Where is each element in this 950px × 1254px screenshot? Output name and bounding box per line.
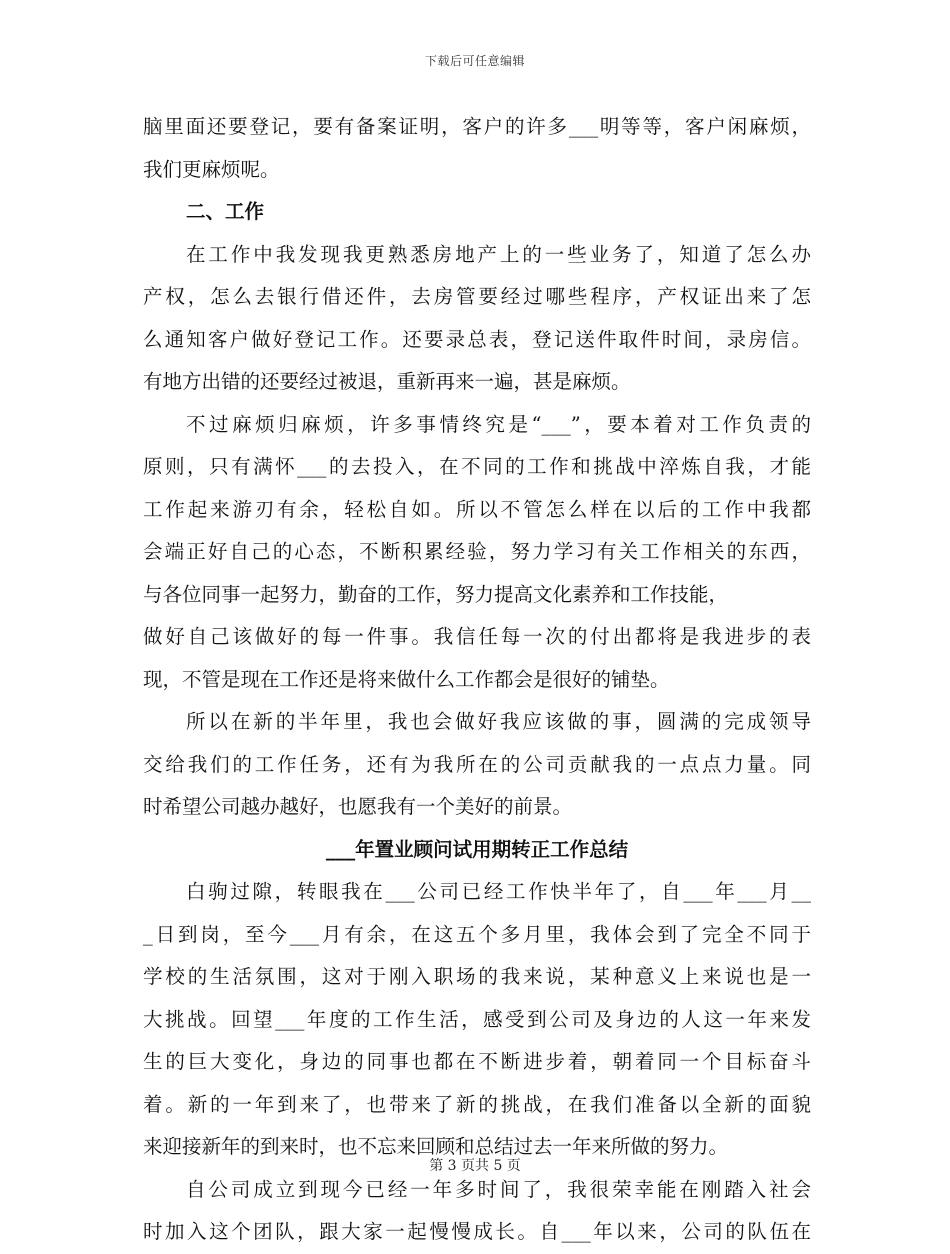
section-heading: 二、工作 xyxy=(186,200,265,223)
paragraph-line: 在工作中我发现我更熟悉房地产上的一些业务了，知道了怎么办 xyxy=(186,242,811,266)
page-number-footer: 第 3 页共 5 页 xyxy=(429,1158,521,1174)
paragraph-line: 大挑战。回望___年度的工作生活，感受到公司及身边的人这一年来发 xyxy=(143,1007,811,1031)
paragraph-line: 现，不管是现在工作还是将来做什么工作都会是很好的铺垫。 xyxy=(143,667,670,691)
paragraph-line: 来迎接新年的到来时，也不忘来回顾和总结过去一年来所做的努力。 xyxy=(143,1135,729,1158)
paragraph-line: 我们更麻烦呢。 xyxy=(143,157,280,181)
paragraph-line: 白驹过隙，转眼我在___公司已经工作快半年了，自___年___月__ xyxy=(186,880,811,903)
paragraph-line: 着。新的一年到来了，也带来了新的挑战，在我们准备以全新的面貌 xyxy=(143,1092,811,1116)
paragraph-line: 脑里面还要登记，要有备案证明，客户的许多___明等等，客户闲麻烦， xyxy=(143,115,811,138)
paragraph-line: 原则，只有满怀___的去投入，在不同的工作和挑战中淬炼自我，才能 xyxy=(143,455,811,478)
document-body xyxy=(143,106,811,1254)
paragraph-line: 产权，怎么去银行借还件，去房管要经过哪些程序，产权证出来了怎 xyxy=(143,285,811,308)
paragraph-line: 时希望公司越办越好，也愿我有一个美好的前景。 xyxy=(143,795,573,818)
paragraph-line: 工作起来游刃有余，轻松自如。所以不管怎么样在以后的工作中我都 xyxy=(143,497,811,521)
paragraph-line: 生的巨大变化，身边的同事也都在不断进步着，朝着同一个目标奋斗 xyxy=(143,1050,811,1073)
paragraph-line: _日到岗，至今___月有余，在这五个多月里，我体会到了完全不同于 xyxy=(143,922,811,946)
paragraph-line: 所以在新的半年里，我也会做好我应该做的事，圆满的完成领导 xyxy=(186,710,811,733)
paragraph-line: 自公司成立到现今已经一年多时间了，我很荣幸能在刚踏入社会 xyxy=(186,1177,811,1201)
paragraph-line: 学校的生活氛围，这对于刚入职场的我来说，某种意义上来说也是一 xyxy=(143,965,811,988)
paragraph-line: 时加入这个团队，跟大家一起慢慢成长。自___年以来，公司的队伍在 xyxy=(143,1220,811,1243)
page-header: 下载后可任意编辑 xyxy=(424,54,525,68)
paragraph-line: 与各位同事一起努力，勤奋的工作，努力提高文化素养和工作技能， xyxy=(143,582,729,606)
paragraph-line: 会端正好自己的心态，不断积累经验，努力学习有关工作相关的东西， xyxy=(143,540,811,563)
paragraph-line: 做好自己该做好的每一件事。我信任每一次的付出都将是我进步的表 xyxy=(143,625,811,648)
paragraph-line: 交给我们的工作任务，还有为我所在的公司贡献我的一点点力量。同 xyxy=(143,752,811,776)
paragraph-line: 有地方出错的还要经过被退，重新再来一遍，甚是麻烦。 xyxy=(143,370,631,393)
paragraph-line: 么通知客户做好登记工作。还要录总表，登记送件取件时间，录房信。 xyxy=(143,327,811,351)
document-title: ___年置业顾问试用期转正工作总结 xyxy=(325,837,629,861)
paragraph-line: 不过麻烦归麻烦，许多事情终究是“___”，要本着对工作负责的 xyxy=(186,412,811,436)
